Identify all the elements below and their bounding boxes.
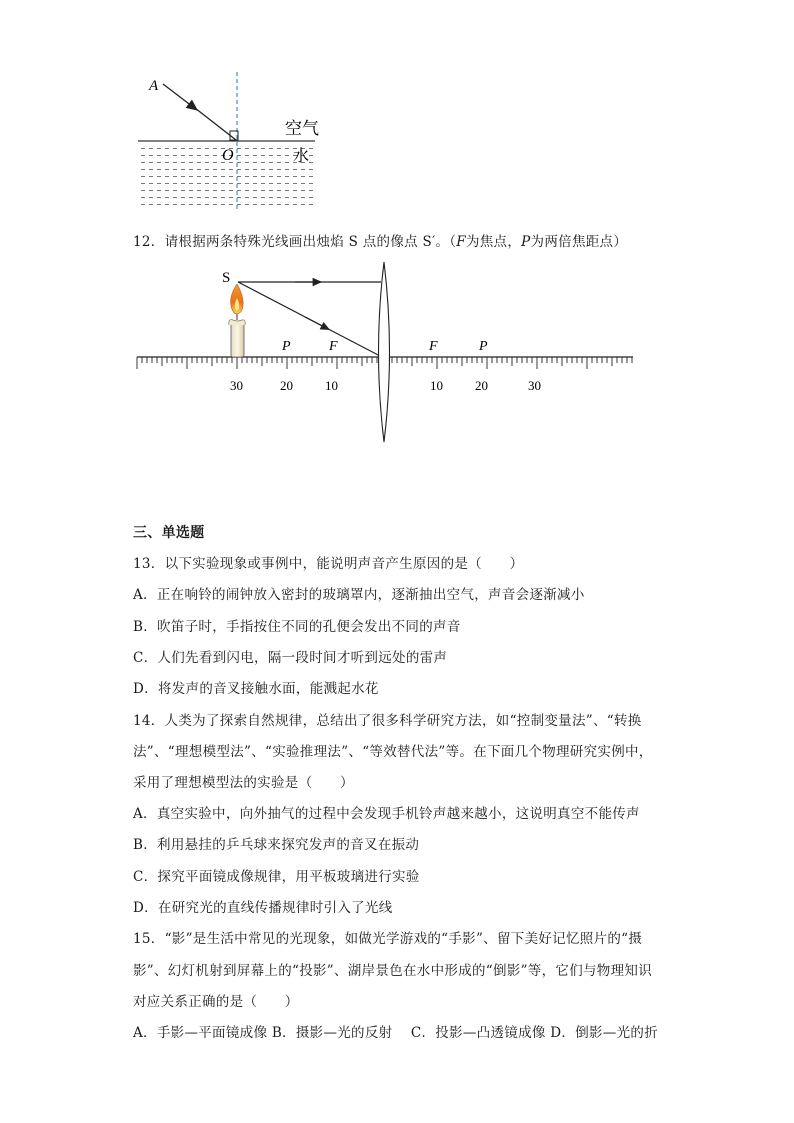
tick-label-right-20: 20 <box>475 378 488 393</box>
q14-option-a: A．真空实验中，向外抽气的过程中会发现手机铃声越来越小，这说明真空不能传声 <box>133 806 640 822</box>
mark-p-left: P <box>282 339 291 354</box>
mark-p-right: P <box>479 339 488 354</box>
q13-stem: 13．以下实验现象或事例中，能说明声音产生原因的是（ ） <box>133 556 524 572</box>
q14-option-c: C．探究平面镜成像规律，用平板玻璃进行实验 <box>133 869 420 885</box>
q13-option-b: B．吹笛子时，手指按住不同的孔便会发出不同的声音 <box>133 619 461 635</box>
tick-label-left-30: 30 <box>230 378 243 393</box>
q13-option-d: D．将发声的音叉接触水面，能溅起水花 <box>133 681 379 697</box>
tick-label-right-10: 10 <box>430 378 443 393</box>
section-3-title: 三、单选题 <box>133 525 205 541</box>
q13-option-c: C．人们先看到闪电，隔一段时间才听到远处的雷声 <box>133 650 448 666</box>
lens-figure <box>125 262 645 447</box>
focal-ray-arrow <box>305 317 329 330</box>
incident-ray-start <box>163 84 197 110</box>
water-label: 水 <box>293 148 310 165</box>
air-label: 空气 <box>285 119 319 138</box>
candle-body <box>231 323 244 357</box>
q15-stem-line-3: 对应关系正确的是（ ） <box>133 994 299 1010</box>
tick-label-right-30: 30 <box>528 378 541 393</box>
q15-stem-line-1: 15．“影”是生活中常见的光现象，如做光学游戏的“手影”、留下美好记忆照片的“摄 <box>133 931 643 947</box>
q13-option-a: A．正在响铃的闹钟放入密封的玻璃罩内，逐渐抽出空气，声音会逐渐减小 <box>133 587 585 603</box>
mark-f-right: F <box>429 339 438 354</box>
q14-stem-line-3: 采用了理想模型法的实验是（ ） <box>133 775 354 791</box>
q15-stem-line-2: 影”、幻灯机射到屏幕上的“投影”、湖岸景色在水中形成的“倒影”等，它们与物理知识 <box>133 963 653 979</box>
q14-option-d: D．在研究光的直线传播规律时引入了光线 <box>133 900 393 916</box>
tick-label-left-10: 10 <box>325 378 338 393</box>
q15-options: A．手影—平面镜成像 B．摄影—光的反射 C．投影—凸透镜成像 D．倒影—光的折 <box>133 1025 658 1041</box>
point-o-label: O <box>222 147 234 164</box>
convex-lens <box>379 262 390 442</box>
refraction-figure <box>125 68 340 216</box>
tick-label-left-20: 20 <box>280 378 293 393</box>
source-s-label: S <box>222 270 231 286</box>
q14-option-b: B．利用悬挂的乒乓球来探究发声的音叉在振动 <box>133 837 420 853</box>
incident-ray-end <box>195 108 236 140</box>
point-a-label: A <box>149 78 159 94</box>
q14-stem-line-1: 14．人类为了探索自然规律，总结出了很多科学研究方法，如“控制变量法”、“转换 <box>133 713 642 729</box>
q12-text: 12．请根据两条特殊光线画出烛焰 S 点的像点 S′。（F为焦点，P为两倍焦距点） <box>133 234 628 250</box>
q14-stem-line-2: 法”、“理想模型法”、“实验推理法”、“等效替代法”等。在下面几个物理研究实例中， <box>133 744 653 760</box>
mark-f-left: F <box>329 339 338 354</box>
candle-drip <box>229 320 245 325</box>
